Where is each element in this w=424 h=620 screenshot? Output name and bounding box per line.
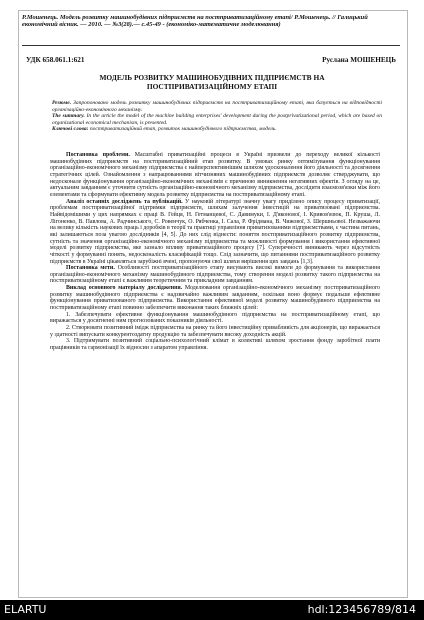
keywords [52,126,382,133]
resume-label: Резюме. [52,100,72,106]
paragraph-item-1: 1. Забезпечувати ефективне функціонування машинобудівного підприємства на постприватизаційному етапі, що виражається у досягненні ним прогнозованих показників діяльності. [50,311,380,325]
summary [52,113,382,126]
summary-label: The summary. [52,113,85,119]
status-bar [0,600,424,620]
paragraph-main [50,285,380,312]
repository-name: ELARTU [4,603,47,616]
header-divider [22,45,400,46]
keywords-label: Ключові слова: [52,126,89,132]
paragraph-problem [50,152,380,199]
paragraph-label: Постановка проблеми. [66,152,130,158]
udk-row [22,56,400,66]
paragraph-text: Масштабні приватизаційні процеси в Україні призвели до переходу великої кількості машинобудівних підприємств на постприватизаційний етап розвитку. В умовах ринку оптимізування функціонування організаційно-економічного механізму підприємства є найперспективнішим шляхом удосконалення його діяльності та досягнення стратегічних цілей. Ознайомлення з напрацюваннями вітчизняних машинобудівних підприємств дозволяє стверджувати, що недосконале функціонування організаційно-економічних механізмів є причиною виникнення негативних ефектів. З огляду на це, актуальним завданням є уточнити сутність організаційно-економічного механізму підприємства, дослідити взаємозв'язки між його елементами та сформувати ефективну модель розвитку підприємства на постприватизаційному етапі. [50,152,380,198]
keywords-text: постприватизаційний етап, розвиток машинобудівного підприємства, модель. [89,126,277,132]
abstract-block [52,100,382,133]
paragraph-label: Постановка мети. [66,265,115,272]
paragraph-goal [50,265,380,285]
author-name: Руслана МОШЕНЕЦЬ [322,56,396,64]
paper-title: МОДЕЛЬ РОЗВИТКУ МАШИНОБУДІВНИХ ПІДПРИЄМСТВ НА ПОСТПРИВАТИЗАЦІЙНОМУ ЕТАПІ [99,73,325,91]
paragraph-analysis [50,199,380,266]
paragraph-label: Аналіз останніх досліджень та публікацій. [66,198,183,205]
paragraph-text: Моделювання організаційно-економічного механізму постприватизаційного розвитку машинобудівного підприємства є надзвичайно важливим завданням, оскільки воно формує подальше ефективне функціонування приватизованого підприємства. Використання ефективної моделі розвитку машинобудівного підприємства на постприватизаційному етапі повинно забезпечити виконання таких ближніх цілей: [50,285,380,312]
citation-text: Р.Мошенець. Модель розвитку машинобудівних підприємств на постприватизаційному етапі/ Р.Мошенець. // Галицький економічний вісник. — 2010. — №3(28).— с.45-49 - (економіко-математичне моделювання) [22,14,368,29]
paragraph-label: Виклад основного матеріалу дослідження. [66,285,183,292]
summary-text: In the article the model of the machine building enterprises' development during the postprivatizational period, which are based on organizational economical mechanism, is presented. [52,113,382,126]
paragraph-text: Особливості постприватизаційного етапу висувають високі вимоги до формування та використання організаційно-економічного механізму машинобудівного підприємства, тому створення моделі розвитку такого підприємства на постприватизаційному етапі є важливим теоретичним та прикладним завданням. [50,265,381,285]
paragraph-text: У науковій літературі значну увагу приділено опису процесу приватизації, проблемам постприватизаційної підтримки підприємств, шляхам залучення інвестицій на приватизовані підприємства. Найвідомішими у цих напрямках є праці В. Гейця, Н. Гетманцевої, С. Давимуки, І. Д'яконової, І. Кривов'язюк, П. Круша, Л. Лігоненко, В. Павлова, А. Радчинського, С. Ровенчук, О. Рябченка, І. Сала, Р. Фрідмана, В. Чижової, З. Шершньової. Незважаючи на велику кількість наукових праць і доробків в теорії та практиці управління приватизованими підприємствами, є частина питань, які залишаються поза увагою дослідників [4, 5]. До них слід віднести: поняття постприватизаційного розвитку підприємства, сутність та значення організаційно-економічного механізму підприємства та можливості формування і використання ефективної моделі розвитку підприємства, яке зазнало впливу приватизаційного процесу [7]. Суперечності виникають через відсутність чіткості у формуванні понять, недосконалість класифікацій тощо. Слід зазначити, що питаннями постприватизаційного розвитку підприємств в Україні цікавляться зарубіжні вчені, пропонуючи свої шляхи вирішення цих завдань [1,3]. [50,198,380,265]
udk-code: УДК 658.061.1:621 [26,56,85,64]
article-body [50,152,380,352]
resume-text: Запропоновано модель розвитку машинобудівних підприємств на постприватизаційному етапі, яка базується на відповідності організаційно-економічного механізму. [52,100,383,113]
handle-id: hdl:123456789/814 [307,603,416,616]
resume [52,100,382,113]
paragraph-item-2: 2. Створювати позитивний імідж підприємства на ринку та його інвестиційну привабливість для акціонерів, що виражається у здатності випускати конкурентоздатну продукцію та забезпечувати високу доходність акцій. [50,325,380,338]
citation-header [22,14,400,28]
paragraph-item-3: 3. Підтримувати позитивний соціально-психологічний клімат в колективі шляхом зростання фонду заробітної плати працівників та гармонізації їх відносин з апаратом управління. [50,338,380,352]
